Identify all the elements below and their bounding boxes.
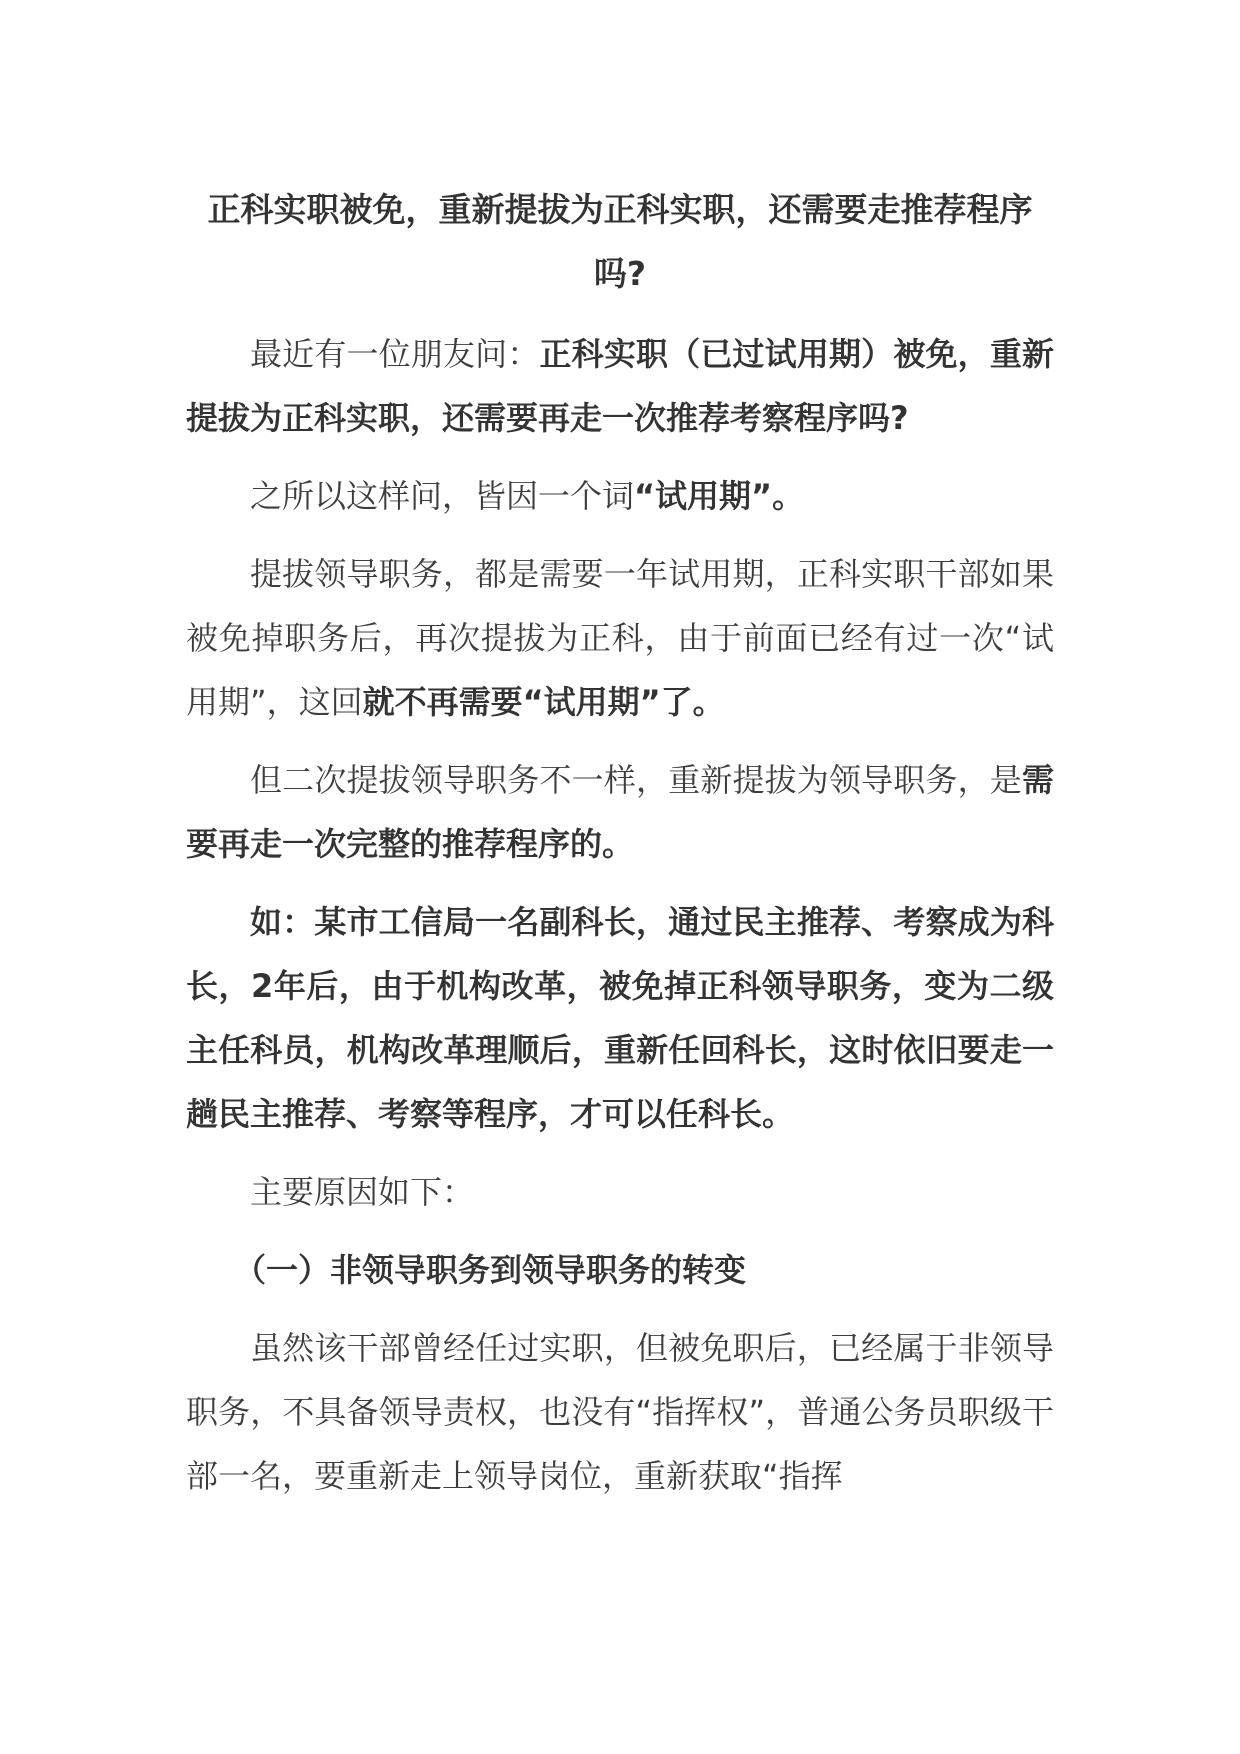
section-heading-1: （一）非领导职务到领导职务的转变	[234, 1251, 747, 1289]
paragraph-reason-lead: 之所以这样问，皆因一个词	[250, 477, 635, 515]
paragraph-reason	[186, 464, 1054, 528]
document-page	[186, 178, 1054, 1508]
paragraph-second-promotion-lead: 但二次提拔领导职务不一样，重新提拔为领导职务，是	[250, 761, 1022, 799]
paragraph-probation	[186, 542, 1054, 734]
paragraph-reason-bold: “试用期”。	[634, 477, 805, 515]
paragraph-question-bold: 正科实职（已过试用期）被免，重新提拔为正科实职，还需要再走一次推荐考察程序吗?	[186, 335, 1054, 437]
paragraph-main-reasons: 主要原因如下：	[250, 1173, 475, 1211]
paragraph-question-lead: 最近有一位朋友问：	[250, 335, 540, 373]
paragraph-probation-lead: 提拔领导职务，都是需要一年试用期，正科实职干部如果被免掉职务后，再次提拔为正科，由于前面已经有过一次“试用期”，这回	[186, 555, 1054, 721]
paragraph-second-promotion	[186, 748, 1054, 876]
paragraph-second-promotion-bold: 需要再走一次完整的推荐程序的。	[186, 761, 1054, 863]
document-title: 正科实职被免，重新提拔为正科实职，还需要走推荐程序吗?	[207, 190, 1033, 293]
paragraph-probation-bold: 就不再需要“试用期”了。	[362, 683, 725, 721]
paragraph-question	[186, 322, 1054, 450]
paragraph-example: 如：某市工信局一名副科长，通过民主推荐、考察成为科长，2年后，由于机构改革，被免掉正科领导职务，变为二级主任科员，机构改革理顺后，重新任回科长，这时依旧要走一趟民主推荐、考察等程序，才可以任科长。	[186, 903, 1054, 1133]
paragraph-non-leadership: 虽然该干部曾经任过实职，但被免职后，已经属于非领导职务，不具备领导责权，也没有“指挥权”，普通公务员职级干部一名，要重新走上领导岗位，重新获取“指挥	[186, 1329, 1054, 1495]
